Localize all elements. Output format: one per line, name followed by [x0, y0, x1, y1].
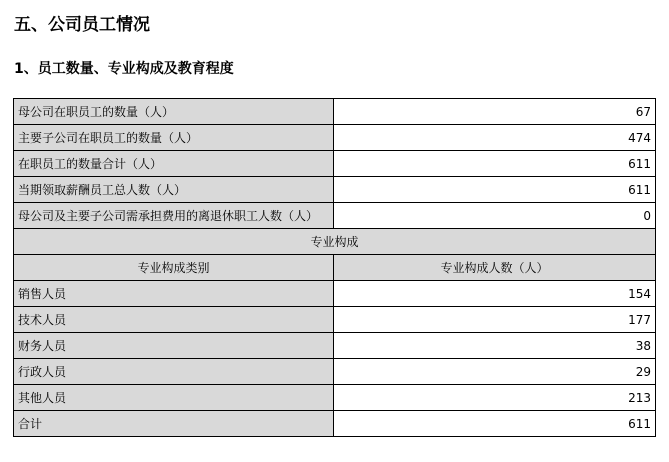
table-row — [14, 359, 656, 385]
row-label: 合计 — [14, 411, 334, 437]
row-value: 29 — [334, 359, 656, 385]
row-value: 177 — [334, 307, 656, 333]
column-header-category: 专业构成类别 — [14, 255, 334, 281]
table-row — [14, 151, 656, 177]
table-row — [14, 333, 656, 359]
table-total-row — [14, 411, 656, 437]
row-label: 母公司在职员工的数量（人） — [14, 99, 334, 125]
table-row — [14, 99, 656, 125]
row-label: 在职员工的数量合计（人） — [14, 151, 334, 177]
row-value: 0 — [334, 203, 656, 229]
table-column-header-row — [14, 255, 656, 281]
row-label: 当期领取薪酬员工总人数（人） — [14, 177, 334, 203]
row-value: 67 — [334, 99, 656, 125]
composition-header: 专业构成 — [14, 229, 656, 255]
row-value: 611 — [334, 411, 656, 437]
row-label: 主要子公司在职员工的数量（人） — [14, 125, 334, 151]
row-value: 154 — [334, 281, 656, 307]
table-row — [14, 307, 656, 333]
sub-title: 1、员工数量、专业构成及教育程度 — [14, 61, 234, 77]
table-row — [14, 125, 656, 151]
row-value: 611 — [334, 177, 656, 203]
staff-table — [13, 98, 656, 437]
row-label: 财务人员 — [14, 333, 334, 359]
row-label: 母公司及主要子公司需承担费用的离退休职工人数（人） — [14, 203, 334, 229]
column-header-count: 专业构成人数（人） — [334, 255, 656, 281]
row-label: 技术人员 — [14, 307, 334, 333]
row-value: 38 — [334, 333, 656, 359]
table-row — [14, 385, 656, 411]
row-label: 其他人员 — [14, 385, 334, 411]
table-row — [14, 203, 656, 229]
row-value: 611 — [334, 151, 656, 177]
row-label: 销售人员 — [14, 281, 334, 307]
row-value: 213 — [334, 385, 656, 411]
table-row — [14, 177, 656, 203]
row-label: 行政人员 — [14, 359, 334, 385]
row-value: 474 — [334, 125, 656, 151]
table-section-header-row — [14, 229, 656, 255]
table-row — [14, 281, 656, 307]
section-title: 五、公司员工情况 — [14, 15, 150, 35]
